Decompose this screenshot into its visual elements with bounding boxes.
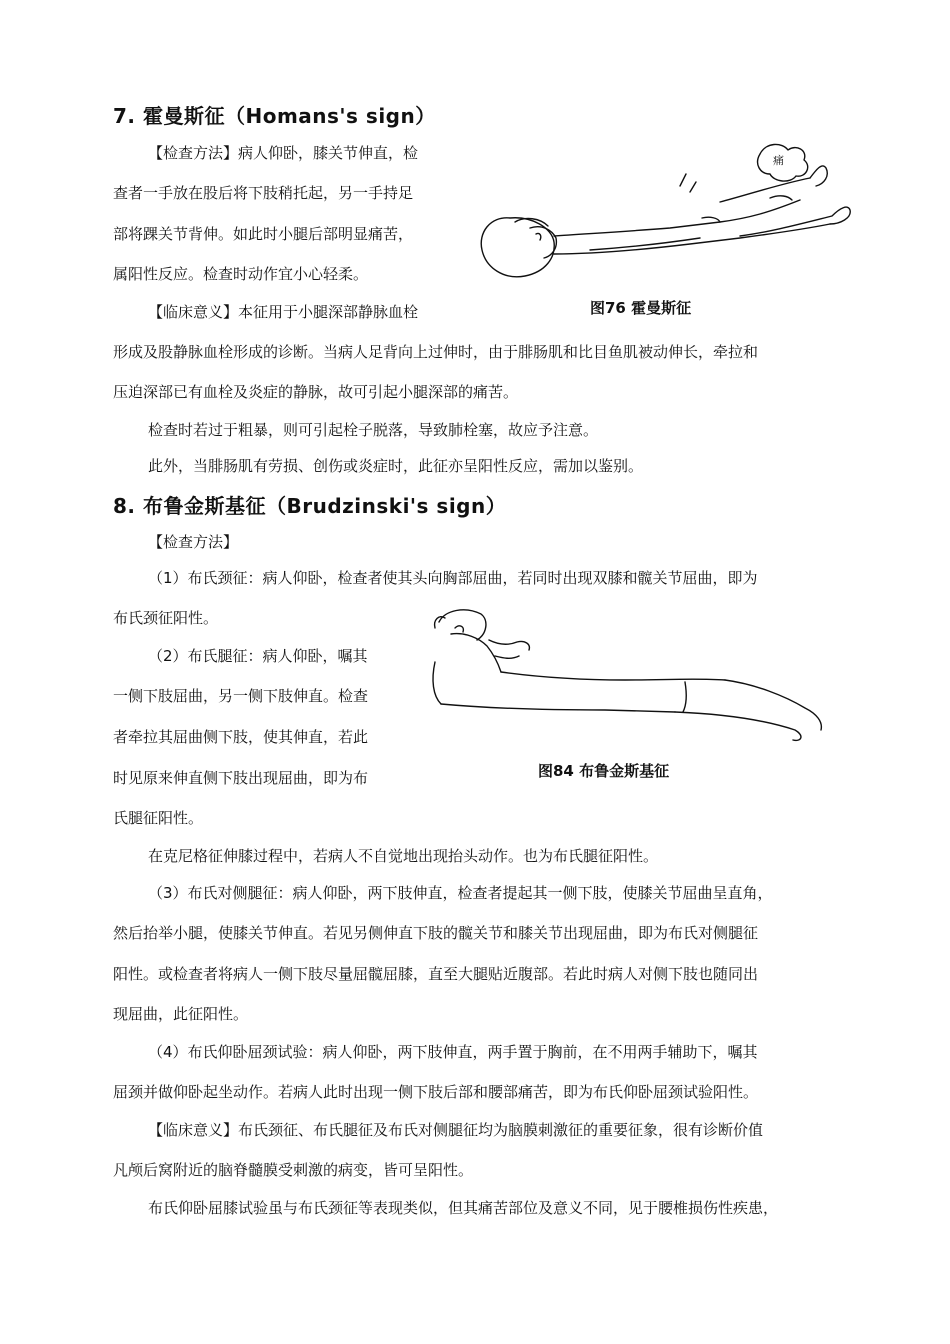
- item-3-line: 然后抬举小腿，使膝关节伸直。若见另侧伸直下肢的髋关节和膝关节出现屈曲，即为布氏对侧腿征: [113, 924, 759, 942]
- figure-76-illustration: [470, 138, 860, 288]
- item-2-line: 时见原来伸直侧下肢出现屈曲，即为布: [113, 769, 369, 787]
- method-line: 属阳性反应。检查时动作宜小心轻柔。: [113, 265, 369, 283]
- last-paragraph: 布氏仰卧屈膝试验虽与布氏颈征等表现类似，但其痛苦部位及意义不同，见于腰椎损伤性疾患，: [148, 1199, 779, 1217]
- item-2-line: 者牵拉其屈曲侧下肢，使其伸直，若此: [113, 728, 369, 746]
- figure-76-caption: 图76 霍曼斯征: [590, 299, 692, 317]
- item-2-line: 一侧下肢屈曲，另一侧下肢伸直。检查: [113, 687, 369, 705]
- item-2-line: （2）布氏腿征：病人仰卧，嘱其: [148, 647, 368, 665]
- clinical-line: 形成及股静脉血栓形成的诊断。当病人足背向上过伸时，由于腓肠肌和比目鱼肌被动伸长，牵拉和: [113, 343, 759, 361]
- item-3-line: （3）布氏对侧腿征：病人仰卧，两下肢伸直，检查者提起其一侧下肢，使膝关节屈曲呈直角，: [148, 884, 773, 902]
- figure-84-caption: 图84 布鲁金斯基征: [538, 762, 670, 780]
- method-line: 查者一手放在股后将下肢稍托起，另一手持足: [113, 184, 414, 202]
- item-1-line: 布氏颈征阳性。: [113, 609, 219, 627]
- item-2-line: 氏腿征阳性。: [113, 809, 204, 827]
- clinical-line: 【临床意义】布氏颈征、布氏腿征及布氏对侧腿征均为脑膜刺激征的重要征象，很有诊断价值: [148, 1121, 764, 1139]
- method-line: 【检查方法】病人仰卧，膝关节伸直，检: [148, 144, 419, 162]
- figure-84-illustration: [425, 600, 835, 750]
- item-1-line: （1）布氏颈征：病人仰卧，检查者使其头向胸部屈曲，若同时出现双膝和髋关节屈曲，即为: [148, 569, 758, 587]
- item-4-line: （4）布氏仰卧屈颈试验：病人仰卧，两下肢伸直，两手置于胸前，在不用两手辅助下，嘱其: [148, 1043, 758, 1061]
- item-3-line: 现屈曲，此征阳性。: [113, 1005, 249, 1023]
- method-line: 部将踝关节背伸。如此时小腿后部明显痛苦，: [113, 225, 414, 243]
- clinical-line: 【临床意义】本征用于小腿深部静脉血栓: [148, 303, 419, 321]
- kernig-paragraph: 在克尼格征伸膝过程中，若病人不自觉地出现抬头动作。也为布氏腿征阳性。: [148, 847, 659, 865]
- clinical-line: 凡颅后窝附近的脑脊髓膜受刺激的病变，皆可呈阳性。: [113, 1161, 474, 1179]
- method-title: 【检查方法】: [148, 533, 239, 551]
- item-3-line: 阳性。或检查者将病人一侧下肢尽量屈髋屈膝，直至大腿贴近腹部。若此时病人对侧下肢也随同出: [113, 965, 759, 983]
- clinical-line: 压迫深部已有血栓及炎症的静脉，故可引起小腿深部的痛苦。: [113, 383, 519, 401]
- paragraph: 检查时若过于粗暴，则可引起栓子脱落，导致肺栓塞，故应予注意。: [148, 421, 599, 439]
- section-7-heading: 7. 霍曼斯征（Homans's sign）: [113, 104, 436, 128]
- section-8-heading: 8. 布鲁金斯基征（Brudzinski's sign）: [113, 494, 507, 518]
- item-4-line: 屈颈并做仰卧起坐动作。若病人此时出现一侧下肢后部和腰部痛苦，即为布氏仰卧屈颈试验阳性。: [113, 1083, 759, 1101]
- paragraph: 此外，当腓肠肌有劳损、创伤或炎症时，此征亦呈阳性反应，需加以鉴别。: [148, 457, 644, 475]
- pain-mark: 痛: [773, 154, 784, 167]
